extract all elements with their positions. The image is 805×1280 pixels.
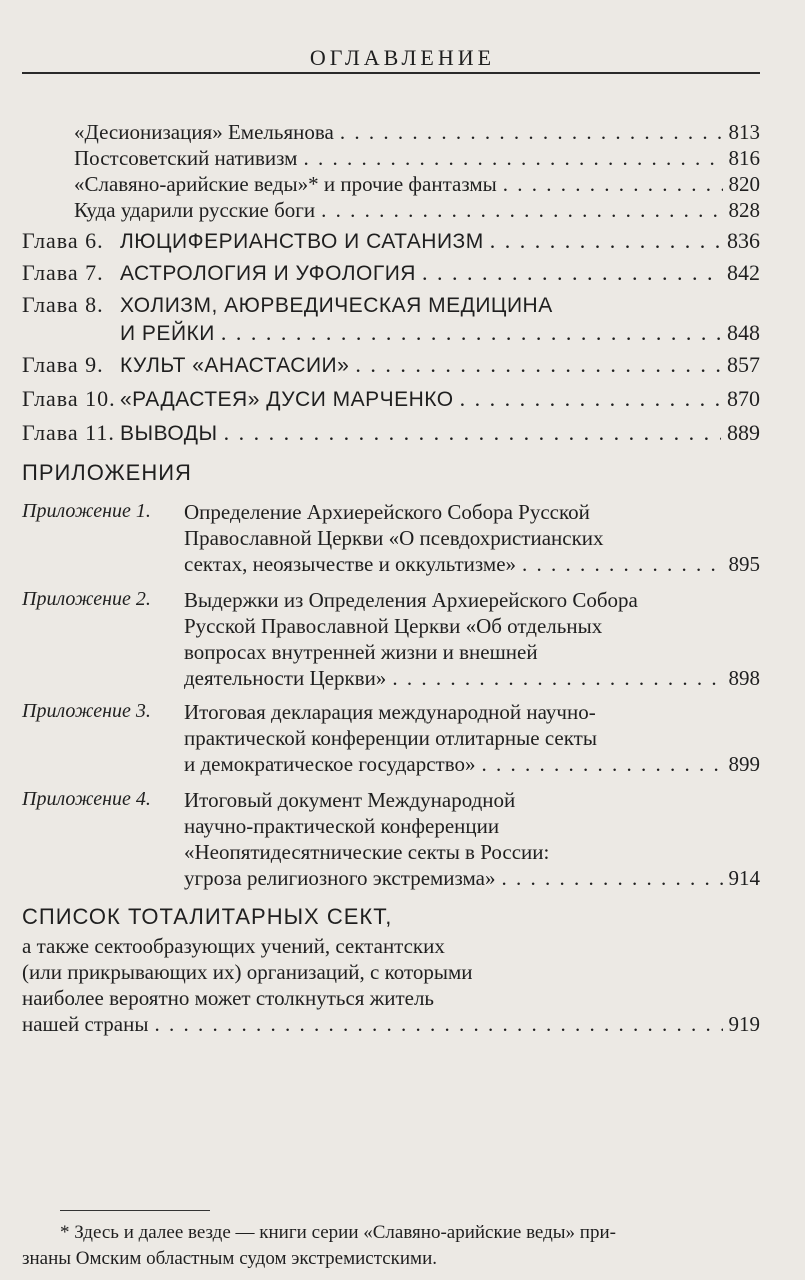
toc-page-number: 820 [728,172,760,196]
toc-page-number: 914 [728,866,760,890]
toc-appendix-2[interactable] [184,666,760,691]
appendix-text-line: и демократическое государство» [184,752,476,776]
dot-leader [503,172,723,197]
toc-chapter-8[interactable] [120,320,760,346]
chapter-label: Глава 8. [22,292,104,317]
sect-list-text-line: нашей страны [22,1012,149,1036]
toc-subentry[interactable] [74,172,760,197]
chapter-label: Глава 9. [22,352,104,377]
toc-chapter-8-line1[interactable] [22,292,553,318]
chapter-title: АСТРОЛОГИЯ И УФОЛОГИЯ [120,262,416,285]
appendix-text-line: вопросах внутренней жизни и внешней [184,640,538,664]
appendix-text-line: научно-практической конференции [184,814,500,838]
toc-subentry-title: Куда ударили русские боги [74,198,316,222]
dot-leader [221,320,721,346]
chapter-title: «РАДАСТЕЯ» ДУСИ МАРЧЕНКО [120,388,454,411]
appendix-text-line: деятельности Церкви» [184,666,387,690]
toc-subentry[interactable] [74,146,760,171]
dot-leader [303,146,722,171]
toc-chapter-9[interactable] [22,352,760,378]
toc-appendix-4[interactable] [184,866,760,891]
appendix-text-line: Определение Архиерейского Собора Русской [184,500,590,524]
dot-leader [154,1012,722,1037]
toc-chapter-10[interactable] [22,386,760,412]
footnote-line: * Здесь и далее везде — книги серии «Славяно-арийские веды» при- [60,1222,616,1243]
appendix-text-line: Итоговый документ Международной [184,788,516,812]
dot-leader [522,552,722,577]
chapter-title: ЛЮЦИФЕРИАНСТВО И САТАНИЗМ [120,230,484,253]
toc-subentry-title: Постсоветский нативизм [74,146,298,170]
dot-leader [481,752,722,777]
toc-chapter-6[interactable] [22,228,760,254]
sect-list-text-line: наиболее вероятно может столкнуться житель [22,986,435,1010]
dot-leader [422,260,721,286]
toc-subentry[interactable] [74,120,760,145]
appendix-text-line: угроза религиозного экстремизма» [184,866,496,890]
toc-page-number: 828 [728,198,760,222]
toc-page-number: 895 [728,552,760,576]
dot-leader [502,866,723,891]
toc-subentry[interactable] [74,198,760,223]
toc-page-number: 870 [727,386,760,411]
toc-sect-list[interactable] [22,1012,760,1037]
chapter-title: КУЛЬТ «АНАСТАСИИ» [120,354,350,377]
toc-page-number: 813 [728,120,760,144]
dot-leader [321,198,722,223]
appendix-text-line: «Неопятидесятнические секты в России: [184,840,550,864]
chapter-title: ХОЛИЗМ, АЮРВЕДИЧЕСКАЯ МЕДИЦИНА [120,294,553,317]
toc-appendix-1[interactable] [184,552,760,577]
appendix-label: Приложение 3. [22,700,151,722]
dot-leader [460,386,721,412]
chapter-label: Глава 11. [22,420,115,445]
appendix-label: Приложение 4. [22,788,151,810]
running-head: ОГЛАВЛЕНИЕ [309,45,496,70]
chapter-title-continued: И РЕЙКИ [120,322,215,345]
toc-page-number: 919 [728,1012,760,1036]
appendix-heading: ПРИЛОЖЕНИЯ [22,460,192,485]
toc-page-number: 836 [727,228,760,253]
sect-list-text-line: а также сектообразующих учений, сектантских [22,934,445,958]
appendix-text-line: Итоговая декларация международной научно- [184,700,596,724]
dot-leader [340,120,723,145]
footnote-line: знаны Омским областным судом экстремистскими. [22,1248,438,1269]
toc-subentry-title: «Десионизация» Емельянова [74,120,334,144]
dot-leader [224,420,721,446]
toc-chapter-11[interactable] [22,420,760,446]
appendix-text-line: Православной Церкви «О псевдохристианских [184,526,604,550]
dot-leader [392,666,722,691]
toc-page-number: 848 [727,320,760,345]
appendix-text-line: Выдержки из Определения Архиерейского Собора [184,588,638,612]
toc-page-number: 898 [728,666,760,690]
appendix-text-line: практической конференции отлитарные секты [184,726,597,750]
appendix-text-line: сектах, неоязычестве и оккультизме» [184,552,517,576]
chapter-title: ВЫВОДЫ [120,422,218,445]
sect-list-text-line: (или прикрывающих их) организаций, с которыми [22,960,473,984]
toc-appendix-3[interactable] [184,752,760,777]
sect-list-heading: СПИСОК ТОТАЛИТАРНЫХ СЕКТ, [22,904,393,929]
toc-subentry-title: «Славяно-арийские веды»* и прочие фантазмы [74,172,497,196]
toc-page-number: 857 [727,352,760,377]
dot-leader [355,352,721,378]
toc-chapter-7[interactable] [22,260,760,286]
appendix-text-line: Русской Православной Церкви «Об отдельных [184,614,603,638]
toc-page-number: 842 [727,260,760,285]
chapter-label: Глава 6. [22,228,104,253]
appendix-label: Приложение 2. [22,588,151,610]
chapter-label: Глава 10. [22,386,116,411]
toc-page-number: 889 [727,420,760,445]
chapter-label: Глава 7. [22,260,104,285]
appendix-label: Приложение 1. [22,500,151,522]
header-rule [22,72,760,74]
footnote-rule [60,1210,210,1211]
toc-page-number: 816 [728,146,760,170]
toc-page-number: 899 [728,752,760,776]
dot-leader [490,228,721,254]
